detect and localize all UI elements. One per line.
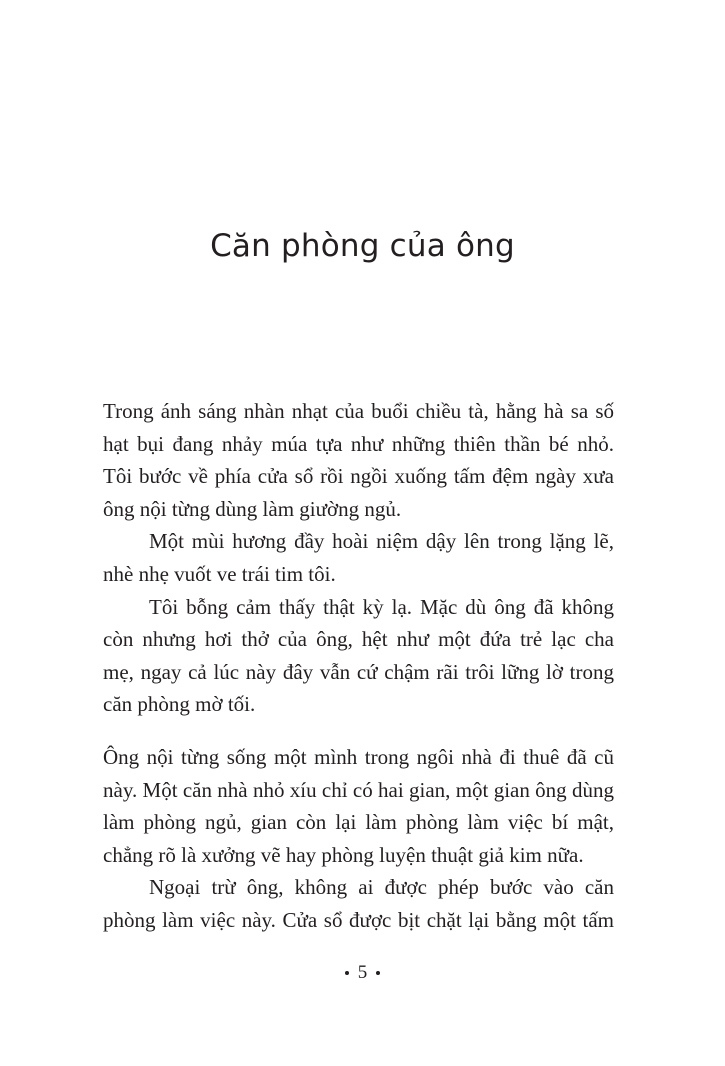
- text-line: Tôi bước về phía cửa sổ rồi ngồi xuống tấm đệm ngày xưa: [103, 464, 614, 489]
- text-line: ông nội từng dùng làm giường ngủ.: [103, 496, 402, 521]
- text-line: làm phòng ngủ, gian còn lại làm phòng làm việc bí mật,: [103, 810, 614, 835]
- body-text-section-2: [103, 741, 614, 937]
- text-line: nhè nhẹ vuốt ve trái tim tôi.: [103, 561, 336, 586]
- text-line: Ngoại trừ ông, không ai được phép bước vào căn: [149, 875, 614, 900]
- bullet-dot-icon: [345, 971, 349, 975]
- text-line: Một mùi hương đầy hoài niệm dậy lên trong lặng lẽ,: [149, 529, 614, 554]
- text-line: Trong ánh sáng nhàn nhạt của buổi chiều tà, hằng hà sa số: [103, 399, 614, 423]
- text-line: phòng làm việc này. Cửa sổ được bịt chặt lại bằng một tấm: [103, 907, 614, 932]
- text-line: chẳng rõ là xưởng vẽ hay phòng luyện thuật giả kim nữa.: [103, 842, 584, 867]
- text-line: này. Một căn nhà nhỏ xíu chỉ có hai gian, một gian ông dùng: [103, 777, 614, 802]
- chapter-title: Căn phòng của ông: [210, 228, 515, 264]
- text-line: mẹ, ngay cả lúc này đây vẫn cứ chậm rãi trôi lững lờ trong: [103, 659, 614, 684]
- text-line: hạt bụi đang nhảy múa tựa như những thiên thần bé nhỏ.: [103, 431, 614, 456]
- bullet-dot-icon: [376, 971, 380, 975]
- text-line: Ông nội từng sống một mình trong ngôi nhà đi thuê đã cũ: [103, 745, 614, 769]
- page-number-value: 5: [357, 962, 368, 983]
- body-text-section-1: [103, 395, 614, 721]
- text-line: Tôi bỗng cảm thấy thật kỳ lạ. Mặc dù ông đã không: [149, 594, 614, 619]
- text-line: còn nhưng hơi thở của ông, hệt như một đứa trẻ lạc cha: [103, 627, 614, 652]
- text-line: căn phòng mờ tối.: [103, 692, 256, 717]
- page-number: [0, 962, 725, 984]
